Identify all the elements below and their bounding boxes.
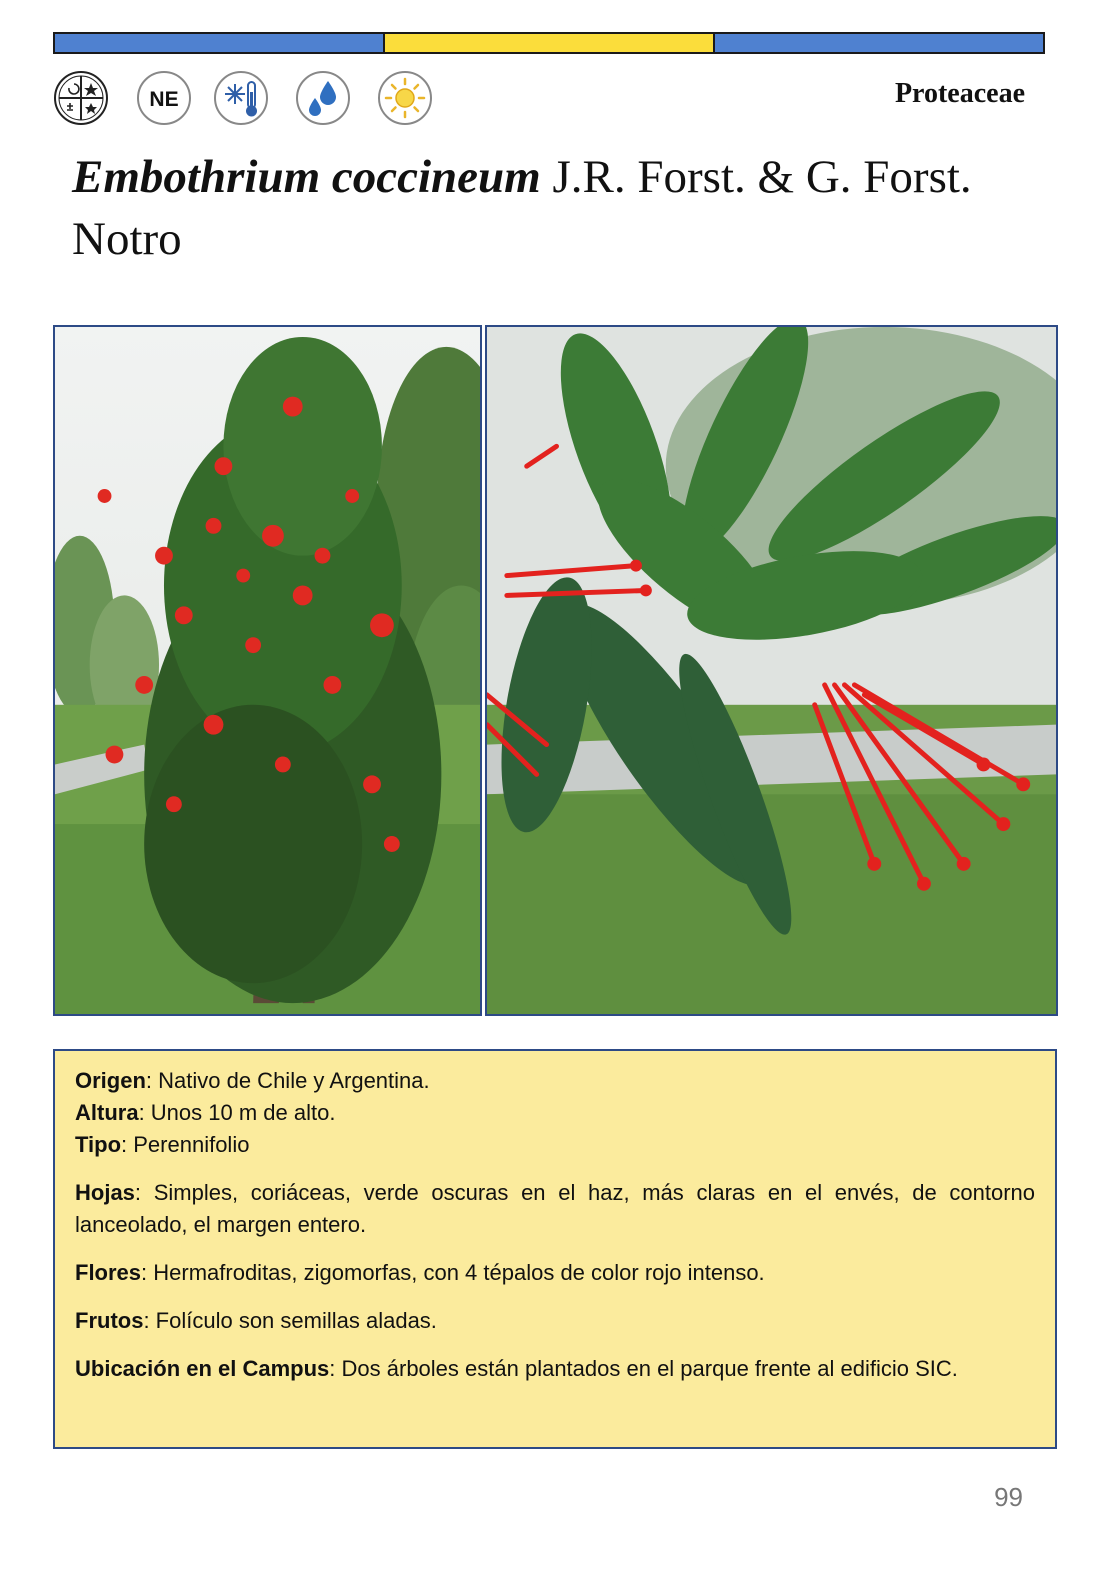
species-author: J.R. Forst. & G. Forst. bbox=[540, 151, 972, 203]
family-name: Proteaceae bbox=[894, 78, 1025, 109]
top-color-bar bbox=[53, 32, 1045, 54]
info-hojas bbox=[75, 1177, 1035, 1241]
info-flores-label: Flores bbox=[75, 1260, 142, 1285]
info-ubicacion-label: Ubicación en el Campus bbox=[75, 1356, 330, 1381]
info-flores-text: : Hermafroditas, zigomorfas, con 4 tépalos de color rojo intenso. bbox=[141, 1260, 765, 1285]
info-flores bbox=[75, 1257, 1035, 1289]
info-frutos-label: Frutos bbox=[75, 1308, 144, 1333]
info-altura-text: : Unos 10 m de alto. bbox=[138, 1100, 336, 1125]
info-hojas-text: : Simples, coriáceas, verde oscuras en el haz, más claras en el envés, de contorno lanceolado, el margen entero. bbox=[75, 1180, 1035, 1237]
scientific-name: Embothrium coccineum bbox=[72, 151, 541, 203]
sun-icon bbox=[377, 70, 433, 126]
tree-photo bbox=[53, 325, 482, 1016]
water-drops-icon bbox=[295, 70, 351, 126]
info-tipo-label: Tipo bbox=[75, 1132, 122, 1157]
info-frutos-text: : Folículo son semillas aladas. bbox=[143, 1308, 437, 1333]
campus-seal-icon bbox=[53, 70, 109, 126]
info-tipo-text: : Perennifolio bbox=[121, 1132, 250, 1157]
ne-badge-icon bbox=[136, 70, 192, 126]
info-frutos bbox=[75, 1305, 1035, 1337]
species-title bbox=[72, 146, 1052, 270]
bar-segment-blue-left bbox=[55, 34, 385, 52]
info-tipo bbox=[75, 1129, 1035, 1161]
info-ubicacion bbox=[75, 1353, 1035, 1385]
species-info-box bbox=[53, 1049, 1057, 1449]
common-name: Notro bbox=[72, 213, 182, 265]
info-altura-label: Altura bbox=[75, 1100, 139, 1125]
info-altura bbox=[75, 1097, 1035, 1129]
info-hojas-label: Hojas bbox=[75, 1180, 135, 1205]
flower-closeup-photo bbox=[485, 325, 1058, 1016]
ne-label: NE bbox=[149, 88, 179, 111]
info-origen-text: : Nativo de Chile y Argentina. bbox=[145, 1068, 430, 1093]
info-origen bbox=[75, 1065, 1035, 1097]
cold-thermometer-icon bbox=[213, 70, 269, 126]
species-name-line bbox=[72, 146, 1052, 208]
bar-segment-blue-right bbox=[715, 34, 1043, 52]
info-origen-label: Origen bbox=[75, 1068, 146, 1093]
bar-segment-yellow bbox=[385, 34, 715, 52]
page-number: 99 bbox=[994, 1482, 1023, 1512]
info-ubicacion-text: : Dos árboles están plantados en el parque frente al edificio SIC. bbox=[329, 1356, 958, 1381]
